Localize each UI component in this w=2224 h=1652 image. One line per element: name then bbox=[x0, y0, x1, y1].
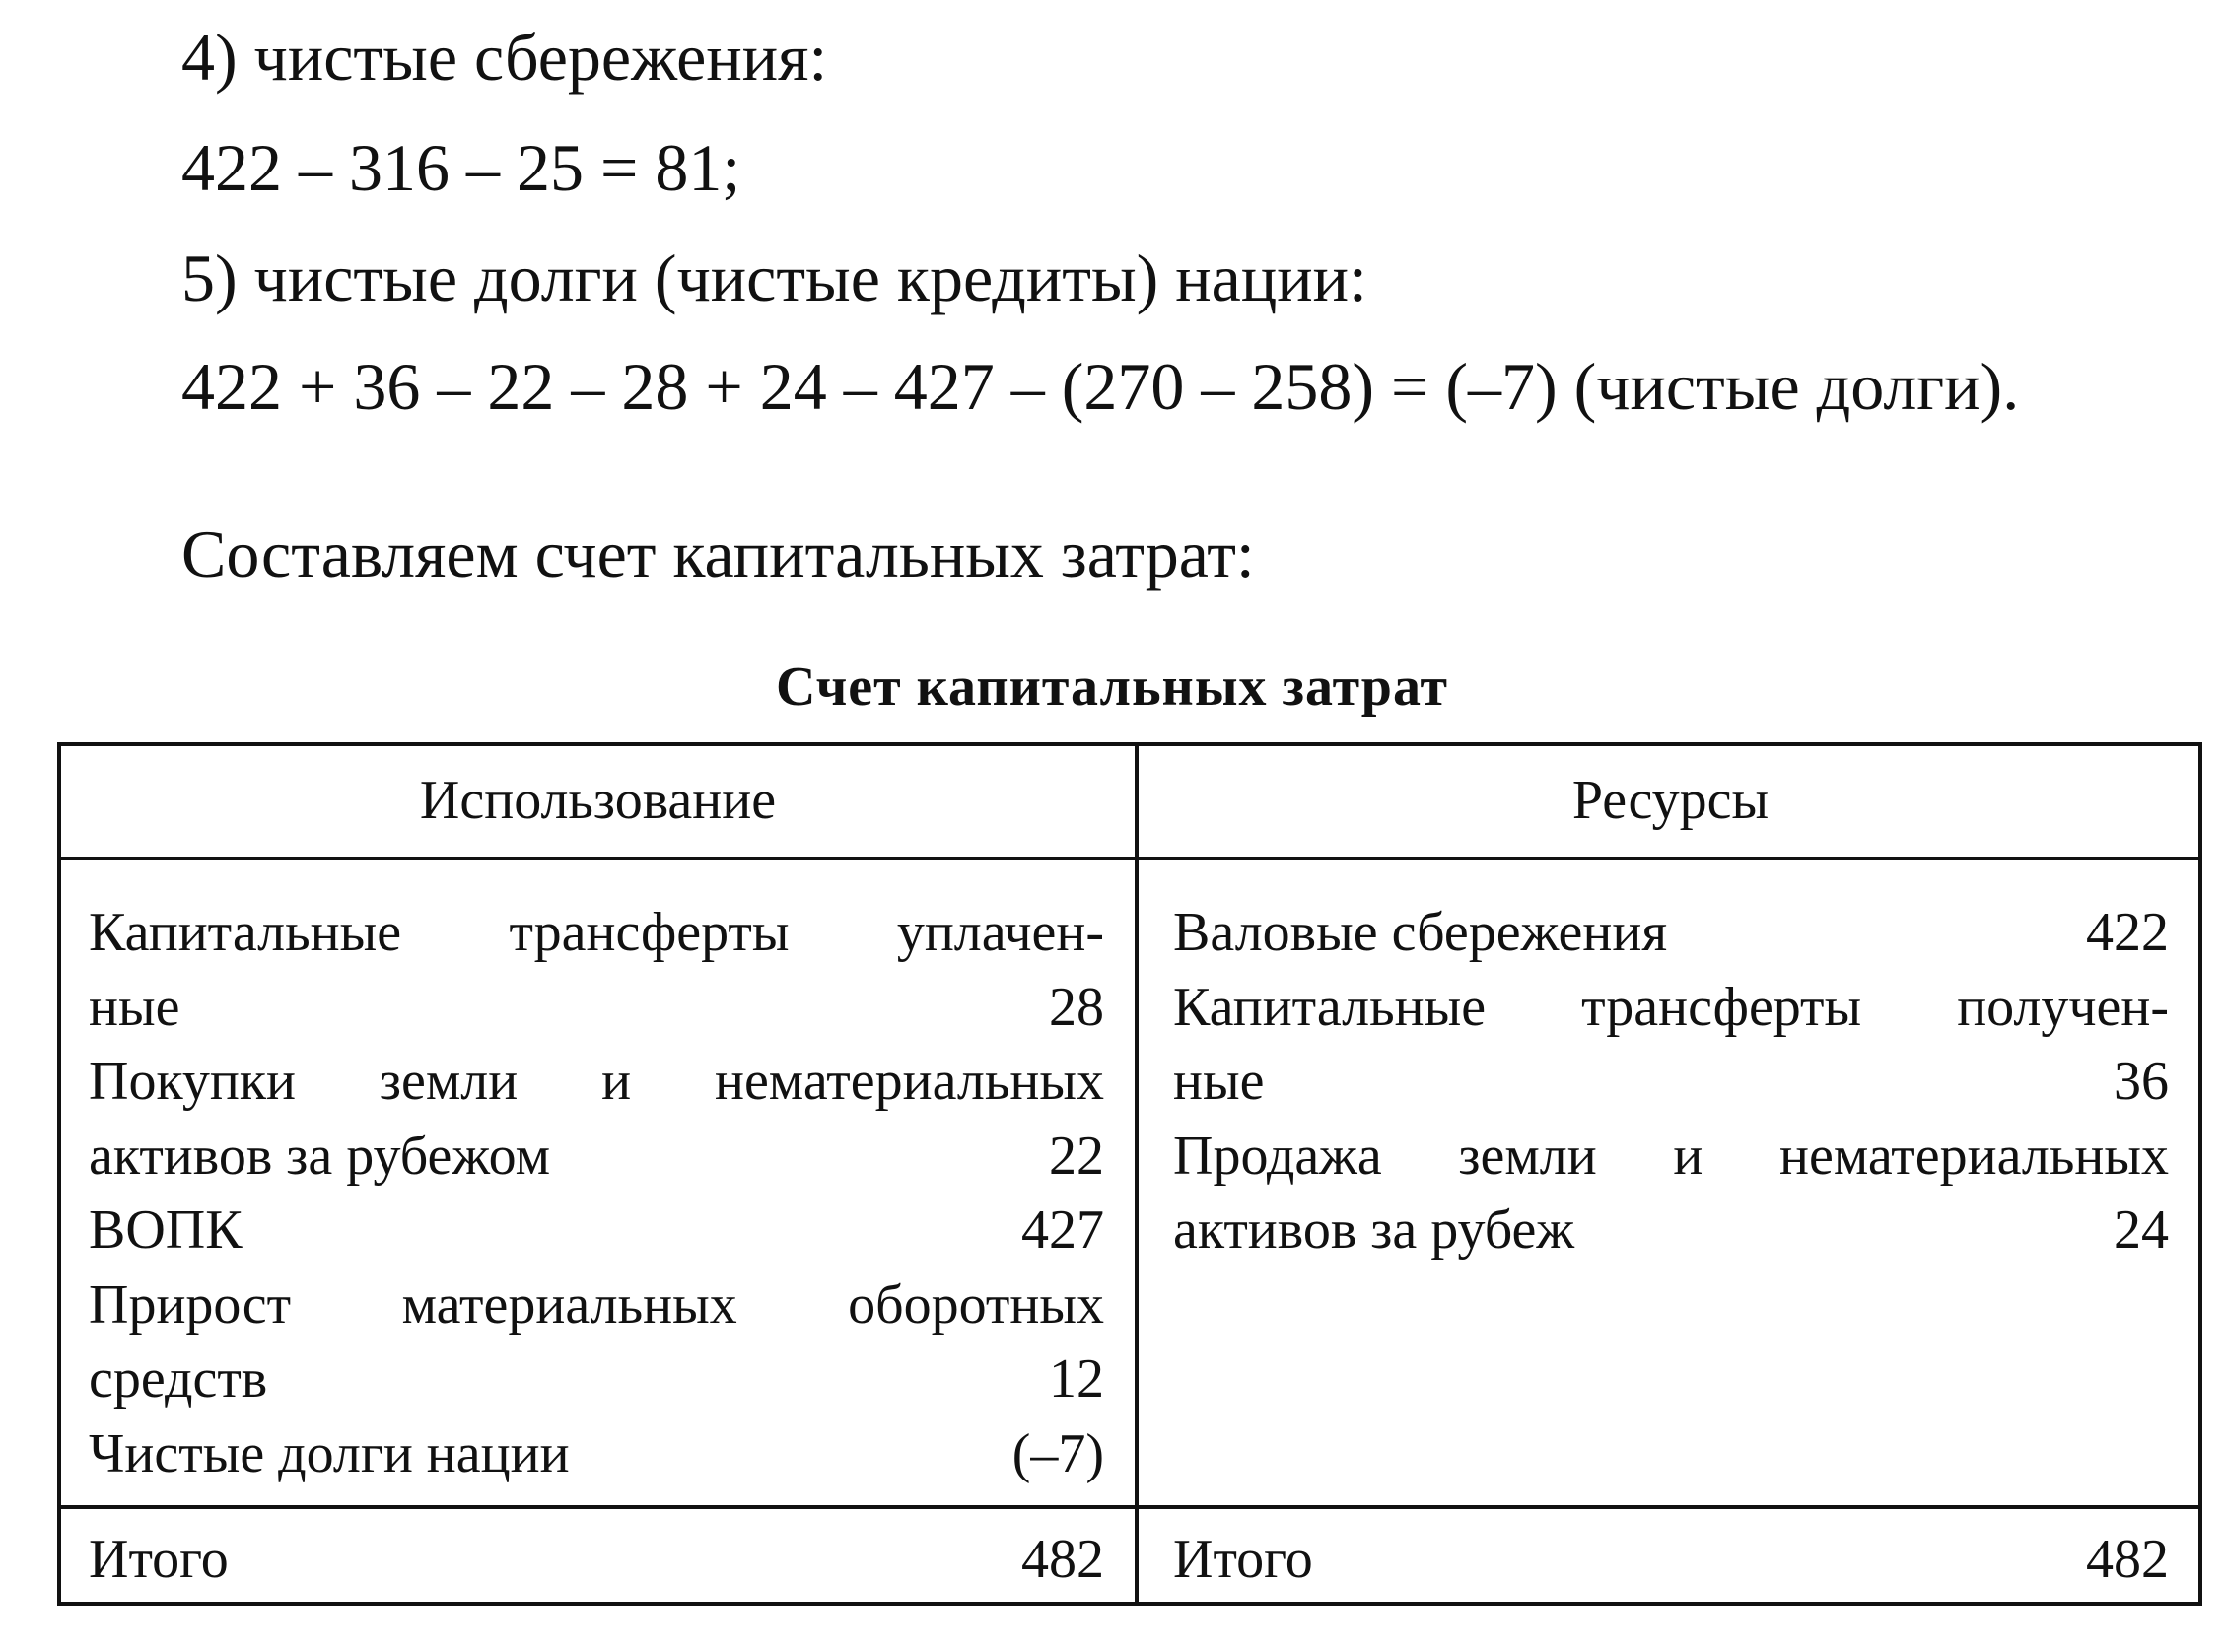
entry-value: 427 bbox=[1021, 1200, 1104, 1261]
resources-column-header: Ресурсы bbox=[1571, 770, 1770, 831]
net-debt-label: 5) чистые долги (чистые кредиты) нации: bbox=[181, 241, 1367, 315]
resources-total-row bbox=[1173, 1525, 2169, 1594]
entry-value: 22 bbox=[1049, 1125, 1104, 1187]
table-entry bbox=[89, 1269, 1104, 1417]
entry-value: 422 bbox=[2086, 902, 2169, 963]
table-entry bbox=[1173, 896, 2169, 971]
entry-text-line: Покупки земли и нематериальных bbox=[89, 1051, 1104, 1112]
entry-text-line: Продажа земли и нематериальных bbox=[1173, 1125, 2169, 1187]
capital-account-intro: Составляем счет капитальных затрат: bbox=[181, 516, 1255, 591]
entry-label: Валовые сбережения bbox=[1173, 902, 1668, 963]
entry-value: 24 bbox=[2114, 1200, 2169, 1261]
entry-value-line bbox=[89, 1194, 1104, 1269]
header-divider bbox=[61, 857, 2198, 860]
entry-label: активов за рубеж bbox=[1173, 1200, 1575, 1261]
entry-value-line bbox=[1173, 1194, 2169, 1269]
entry-value-line bbox=[89, 971, 1104, 1046]
use-total-label: Итого bbox=[89, 1529, 229, 1590]
entry-value: 28 bbox=[1049, 976, 1104, 1038]
entry-value: 36 bbox=[2114, 1051, 2169, 1112]
table-entry bbox=[89, 1045, 1104, 1194]
resources-column-body bbox=[1173, 896, 2169, 1269]
entry-label: Чистые долги нации bbox=[89, 1422, 570, 1484]
entry-text-line: Прирост материальных оборотных bbox=[89, 1273, 1104, 1336]
table-entry bbox=[89, 896, 1104, 1045]
entry-label: ные bbox=[89, 976, 180, 1038]
entry-label: ВОПК bbox=[89, 1200, 243, 1261]
entry-label: ные bbox=[1173, 1051, 1265, 1112]
net-savings-formula: 422 – 316 – 25 = 81; bbox=[181, 130, 741, 205]
use-column-body bbox=[89, 896, 1104, 1491]
table-title: Счет капитальных затрат bbox=[775, 656, 1448, 718]
table-entry bbox=[89, 1417, 1104, 1492]
entry-value-line bbox=[89, 1342, 1104, 1417]
entry-value-line bbox=[89, 1417, 1104, 1492]
entry-text-line: Капитальные трансферты уплачен- bbox=[89, 902, 1104, 963]
column-divider bbox=[1135, 746, 1139, 1602]
table-entry bbox=[89, 1194, 1104, 1269]
entry-label: активов за рубежом bbox=[89, 1125, 551, 1187]
resources-total-value: 482 bbox=[2086, 1529, 2169, 1590]
entry-label: средств bbox=[89, 1348, 268, 1410]
total-divider bbox=[61, 1505, 2198, 1509]
entry-value: 12 bbox=[1049, 1348, 1104, 1410]
net-savings-label: 4) чистые сбережения: bbox=[181, 20, 828, 95]
entry-value-line bbox=[1173, 896, 2169, 971]
resources-total-label: Итого bbox=[1173, 1529, 1313, 1590]
use-total-value: 482 bbox=[1021, 1529, 1104, 1590]
net-debt-formula: 422 + 36 – 22 – 28 + 24 – 427 – (270 – 258) = (–7) (чистые долги). bbox=[181, 349, 2020, 424]
use-column-header: Использование bbox=[419, 770, 777, 831]
table-entry bbox=[1173, 971, 2169, 1120]
use-total-row bbox=[89, 1525, 1104, 1594]
capital-account-table bbox=[57, 742, 2202, 1606]
entry-value-line bbox=[1173, 1045, 2169, 1120]
entry-value: (–7) bbox=[1011, 1422, 1104, 1484]
entry-value-line bbox=[89, 1120, 1104, 1195]
entry-text-line: Капитальные трансферты получен- bbox=[1173, 976, 2169, 1038]
table-entry bbox=[1173, 1120, 2169, 1269]
